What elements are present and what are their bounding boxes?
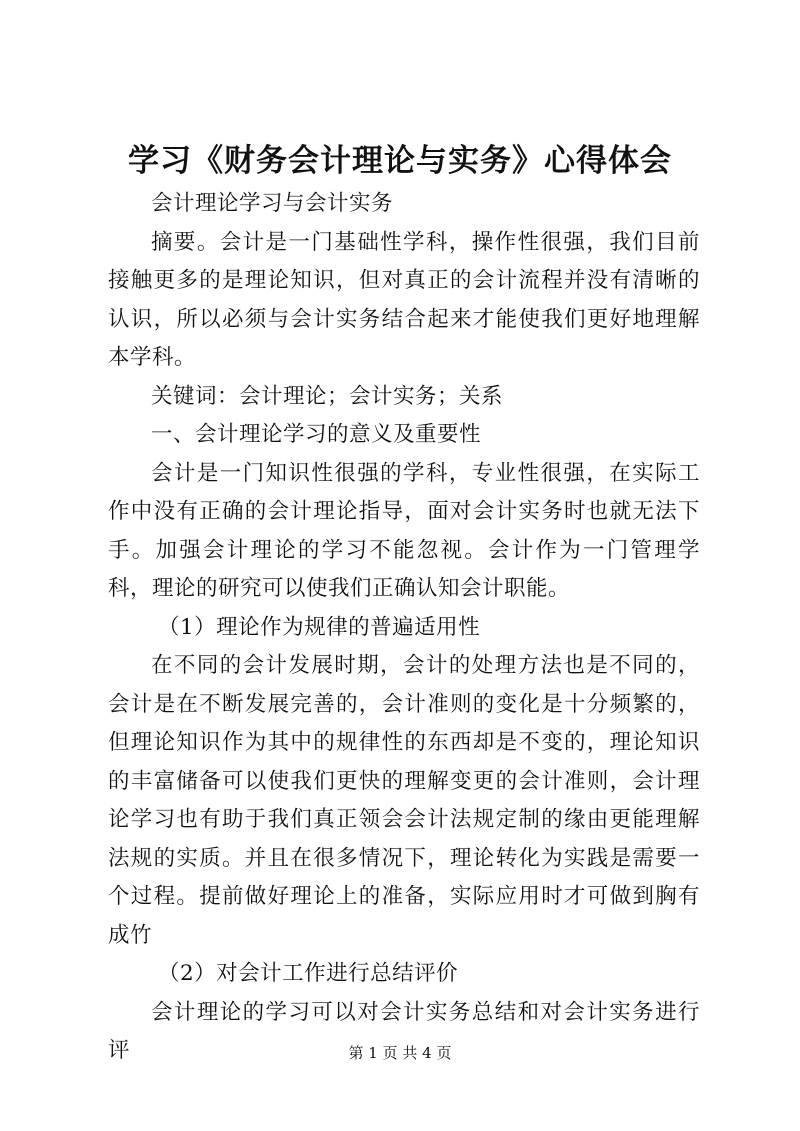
body-paragraph: 会计是一门知识性很强的学科，专业性很强，在实际工作中没有正确的会计理论指导，面对会计实务时也就无法下手。加强会计理论的学习不能忽视。会计作为一门管理学科，理论的研究可以使我们正确认知会计职能。 — [108, 460, 700, 601]
body-paragraph: 在不同的会计发展时期，会计的处理方法也是不同的，会计是在不断发展完善的，会计准则的变化是十分频繁的，但理论知识作为其中的规律性的东西却是不变的，理论知识的丰富储备可以使我们更快的理解变更的会计准则，会计理论学习也有助于我们真正领会会计法规定制的缘由更能理解法规的实质。并且在很多情况下，理论转化为实践是需要一个过程。提前做好理论上的准备，实际应用时才可做到胸有成竹 — [108, 653, 700, 948]
keywords-paragraph: 关键词：会计理论；会计实务；关系 — [151, 383, 504, 409]
page-number-footer: 第 1 页 共 4 页 — [348, 1044, 452, 1062]
subsection-heading: （1）理论作为规律的普遍适用性 — [158, 614, 481, 640]
section-heading: 一、会计理论学习的意义及重要性 — [151, 422, 482, 447]
page-title: 学习《财务会计理论与实务》心得体会 — [128, 143, 672, 179]
abstract-paragraph: 摘要。会计是一门基础性学科，操作性很强，我们目前接触更多的是理论知识，但对真正的会计流程并没有清晰的认识，所以必须与会计实务结合起来才能使我们更好地理解本学科。 — [108, 229, 700, 370]
subsection-heading: （2）对会计工作进行总结评价 — [158, 961, 459, 986]
document-body — [108, 185, 700, 1071]
body-paragraph: 会计理论的学习可以对会计实务总结和对会计实务进行评 — [108, 999, 700, 1063]
subtitle-paragraph: 会计理论学习与会计实务 — [151, 191, 394, 216]
